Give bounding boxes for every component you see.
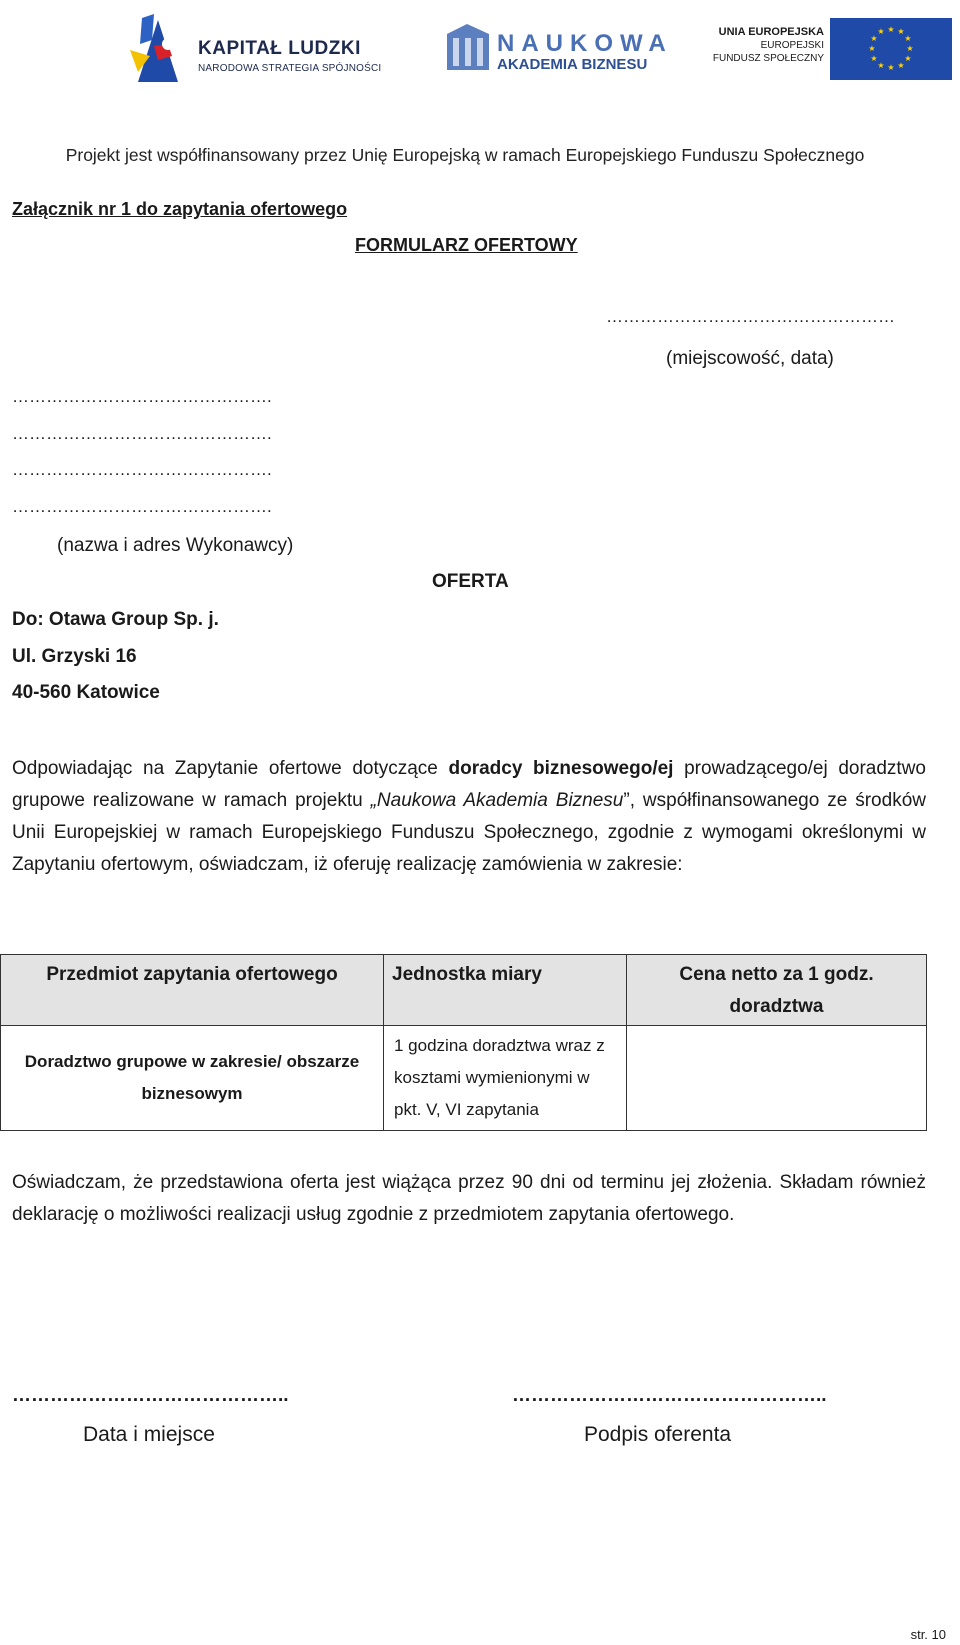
svg-text:★: ★ [904, 34, 912, 43]
svg-text:★: ★ [870, 54, 878, 63]
eu-line2: EUROPEJSKI [760, 40, 824, 51]
svg-text:★: ★ [904, 54, 912, 63]
svg-text:★: ★ [897, 27, 905, 36]
svg-text:★: ★ [877, 61, 885, 70]
attachment-title: Załącznik nr 1 do zapytania ofertowego [12, 199, 348, 219]
contractor-dot-line: ………………………………………. [12, 424, 272, 443]
offer-heading: OFERTA [432, 571, 509, 592]
contractor-dot-line: ………………………………………. [12, 460, 272, 479]
declaration-paragraph: Oświadczam, że przedstawiona oferta jest wiążąca przez 90 dni od terminu jej złożenia. Składam również deklarację o możliwości realizacji usług zgodnie z przedmiotem zapytania ofertowego. [12, 1172, 926, 1225]
contractor-dot-line: ………………………………………. [12, 387, 272, 406]
intro-bold-role: doradcy biznesowego/ej [448, 758, 674, 779]
project-cofinancing-line: Projekt jest współfinansowany przez Unię Europejską w ramach Europejskiego Funduszu Społecznego [65, 145, 865, 165]
table-header-price: Cena netto za 1 godz. doradztwa [627, 955, 927, 1026]
table-row [1, 1026, 927, 1131]
kapital-ludzki-title: KAPITAŁ LUDZKI [198, 38, 361, 59]
table-cell-unit: 1 godzina doradztwa wraz z kosztami wymienionymi w pkt. V, VI zapytania [384, 1026, 627, 1131]
kapital-ludzki-logo [128, 10, 382, 90]
naukowa-akademia-logo [445, 10, 675, 90]
contractor-dot-line: ………………………………………. [12, 497, 272, 516]
eu-fund-logo [712, 10, 952, 90]
building-icon [447, 24, 489, 72]
intro-project-name: „Naukowa Akademia Biznesu [370, 790, 624, 811]
intro-text-3: ”, współfinansowanego ze środków Unii Europejskiej w ramach Europejskiego Funduszu Społecznego, zgodnie z wymogami określonymi w Zapytaniu ofertowym, oświadczam, iż oferuję realizację zamówienia w zakresie: [12, 790, 926, 875]
recipient-line2: Ul. Grzyski 16 [12, 646, 137, 667]
place-date-dots: …………………………………………… [606, 307, 895, 326]
kapital-ludzki-subtitle: NARODOWA STRATEGIA SPÓJNOŚCI [198, 63, 382, 74]
recipient-line1: Do: Otawa Group Sp. j. [12, 609, 219, 630]
intro-paragraph [12, 753, 926, 881]
eu-line1: UNIA EUROPEJSKA [718, 26, 824, 38]
table-header-unit: Jednostka miary [384, 955, 627, 1026]
date-place-label: Data i miejsce [83, 1423, 215, 1446]
svg-text:★: ★ [887, 25, 895, 34]
intro-text-1: Odpowiadając na Zapytanie ofertowe dotyczące [12, 758, 449, 779]
recipient-line3: 40-560 Katowice [12, 682, 160, 703]
eu-line3: FUNDUSZ SPOŁECZNY [712, 53, 824, 64]
akademia-biznesu-subtitle: AKADEMIA BIZNESU [497, 56, 648, 73]
table-cell-subject: Doradztwo grupowe w zakresie/ obszarze biznesowym [1, 1026, 384, 1131]
eu-flag-icon [830, 18, 952, 80]
offeror-signature-label: Podpis oferenta [584, 1423, 732, 1446]
kapital-ludzki-emblem-icon [128, 10, 194, 90]
svg-text:★: ★ [868, 44, 876, 53]
page-number: str. 10 [910, 1627, 946, 1642]
naukowa-title: NAUKOWA [497, 30, 673, 57]
form-title: FORMULARZ OFERTOWY [355, 235, 578, 255]
place-date-label: (miejscowość, data) [666, 348, 834, 369]
svg-text:★: ★ [870, 34, 878, 43]
contractor-label: (nazwa i adres Wykonawcy) [57, 535, 294, 556]
table-header-row [1, 955, 927, 1026]
svg-text:★: ★ [887, 63, 895, 72]
date-place-signature-line: …………………………………….. [12, 1385, 289, 1406]
svg-text:★: ★ [897, 61, 905, 70]
svg-text:★: ★ [877, 27, 885, 36]
intro-text-2: prowadzącego/ej doradztwo grupowe realizowane w ramach projektu [12, 758, 926, 811]
offeror-signature-line: ………………………………………….. [512, 1385, 827, 1406]
svg-text:★: ★ [906, 44, 914, 53]
table-header-subject: Przedmiot zapytania ofertowego [1, 955, 384, 1026]
table-cell-price-input[interactable] [627, 1026, 927, 1131]
offer-table [0, 954, 927, 1131]
